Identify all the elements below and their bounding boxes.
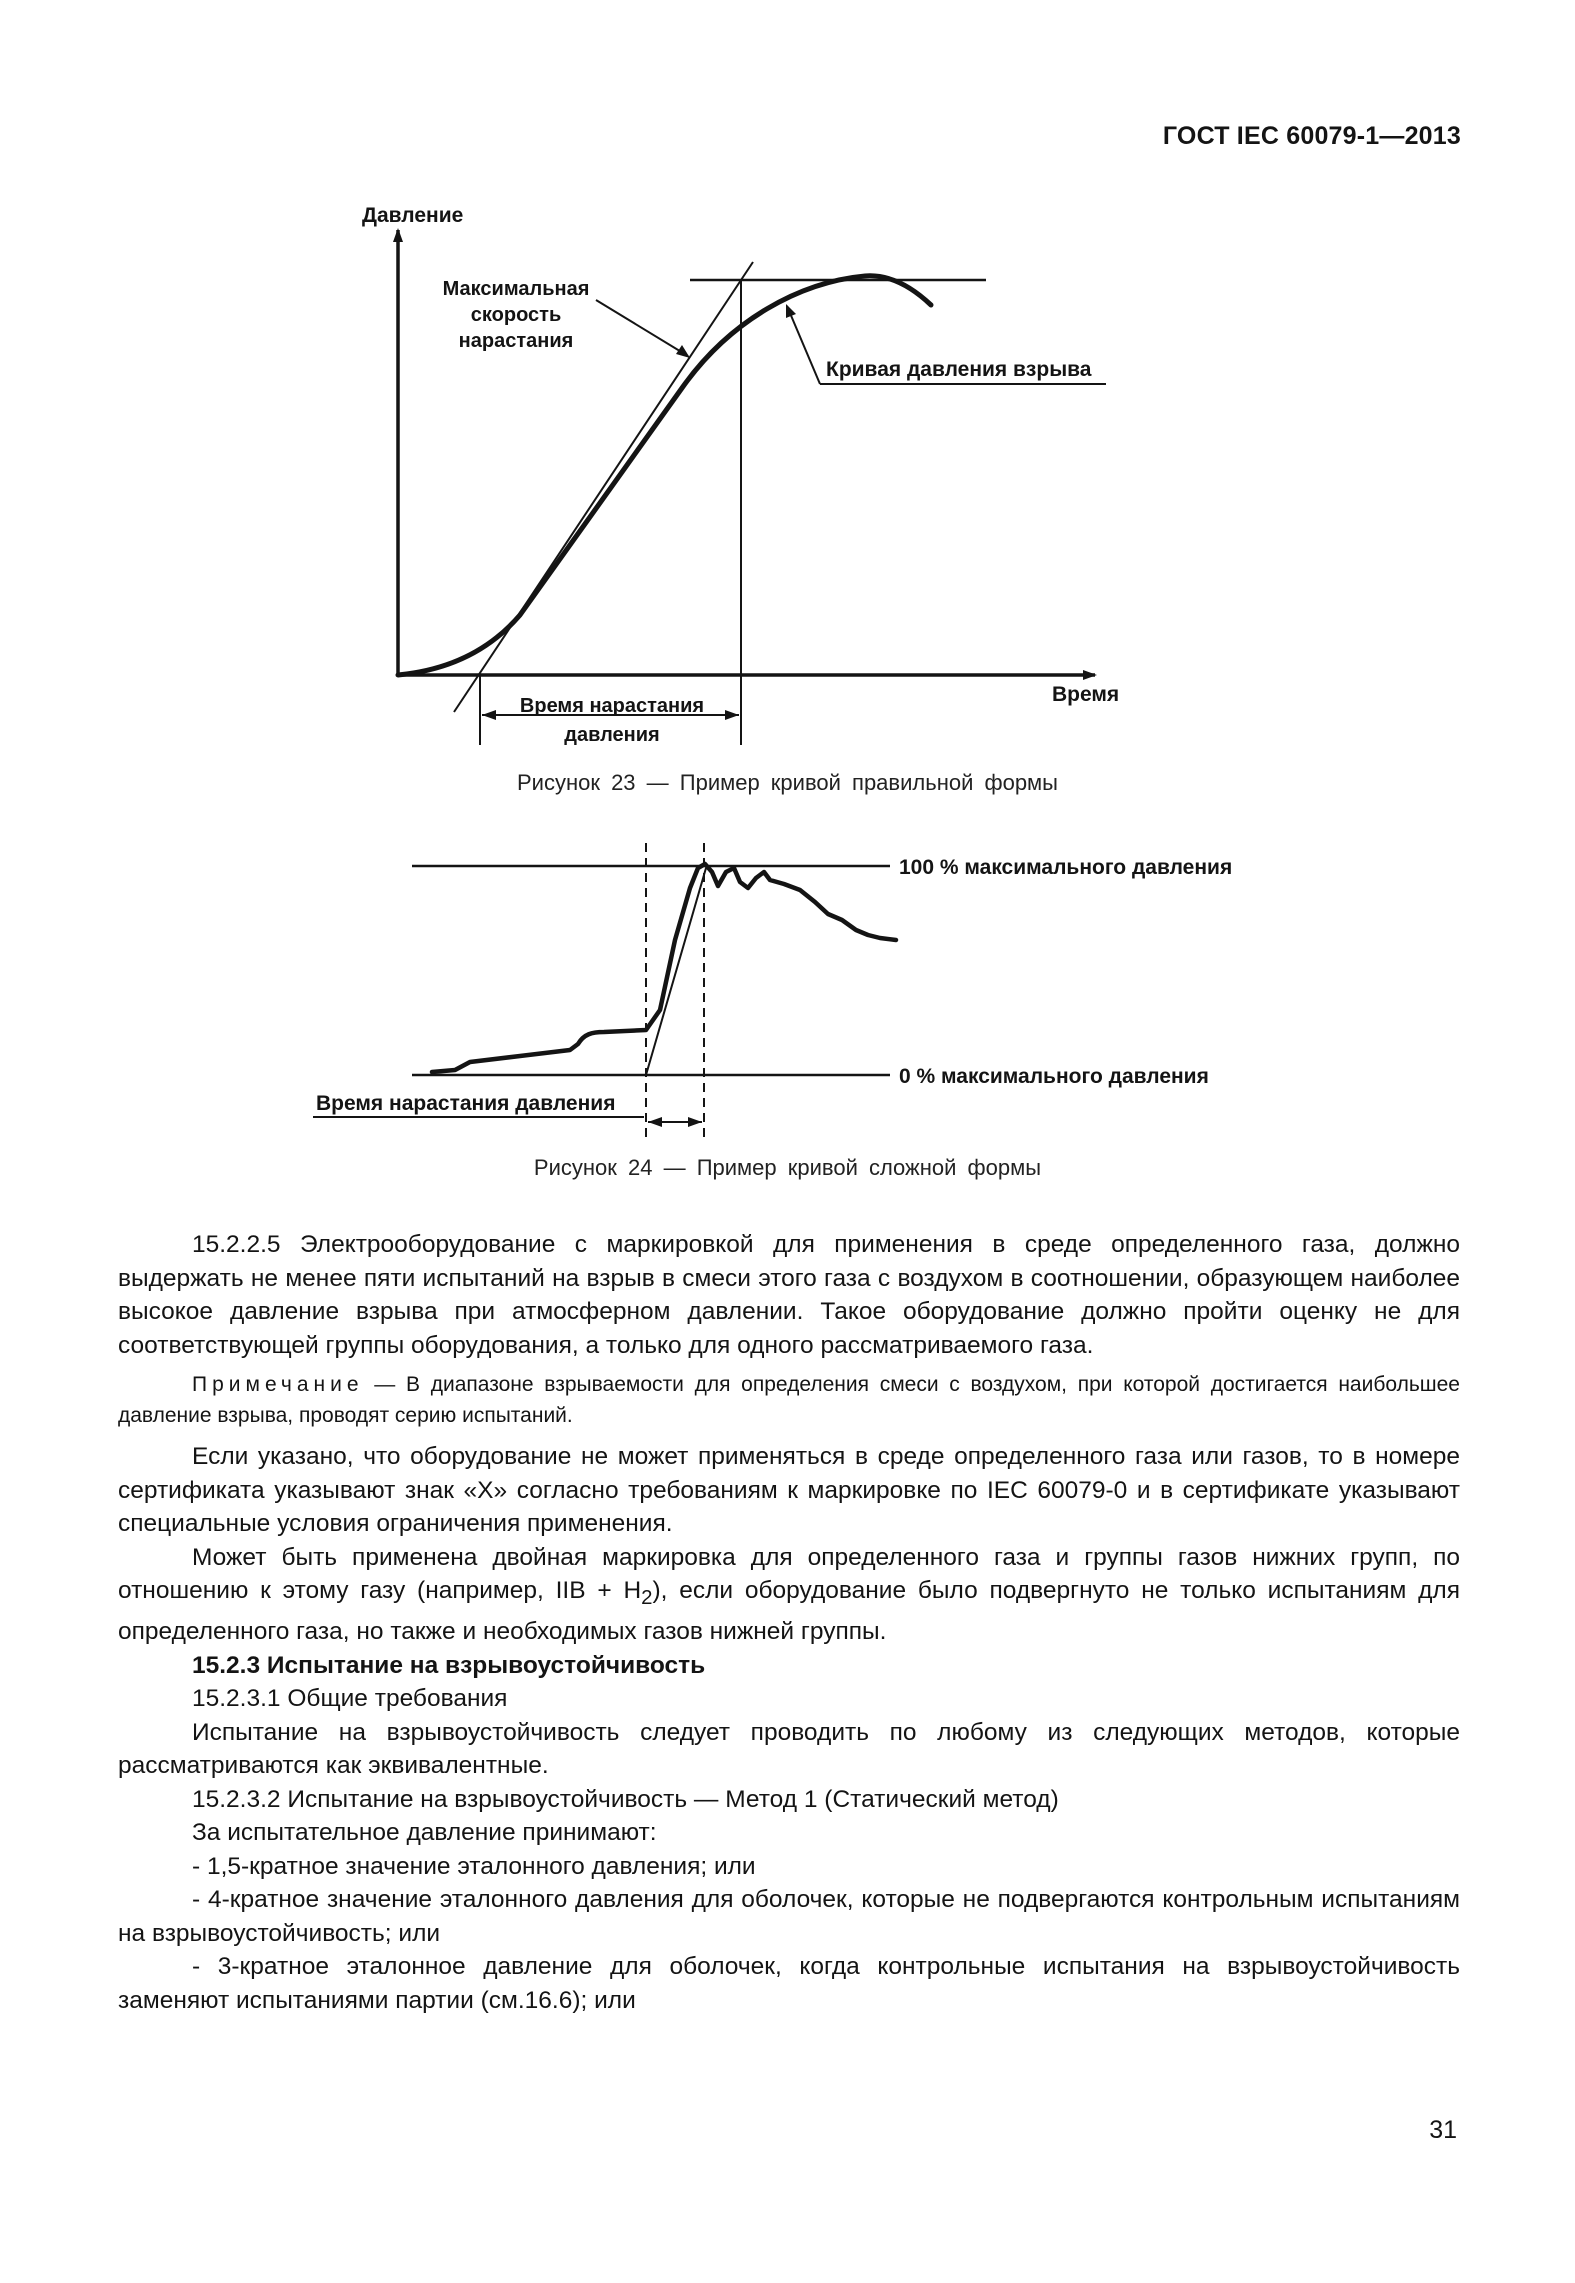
fig23-x-axis-label: Время xyxy=(1052,683,1120,706)
paragraph-double-marking xyxy=(118,1541,1460,1649)
paragraph-test-pressure-intro: За испытательное давление принимают: xyxy=(192,1819,657,1847)
document-code: ГОСТ IEC 60079-1—2013 xyxy=(1162,122,1461,150)
subsection-15-2-3-1: 15.2.3.1 Общие требования xyxy=(192,1685,508,1713)
subsection-15-2-3-2: 15.2.3.2 Испытание на взрывоустойчивость — Метод 1 (Статический метод) xyxy=(192,1785,1059,1813)
fig24-zero-label: 0 % максимального давления xyxy=(899,1065,1209,1088)
figure-23-caption: Рисунок 23 — Пример кривой правильной формы xyxy=(516,770,1058,795)
paragraph-double-marking-part1: Может быть применена двойная маркировка для определенного газа и группы газов нижних групп, по отношению к этому газу (например, IIB + H xyxy=(118,1543,1460,1604)
hydrogen-subscript: 2 xyxy=(641,1586,653,1609)
figure-24-caption: Рисунок 24 — Пример кривой сложной формы xyxy=(533,1155,1042,1180)
fig23-curve-label: Кривая давления взрыва xyxy=(826,358,1092,381)
fig23-rise-time-label-line1: Время нарастания xyxy=(519,695,705,717)
note-paragraph xyxy=(118,1369,1460,1431)
fig23-max-rate-label-line3: нарастания xyxy=(458,330,574,352)
figure-23 xyxy=(362,204,1119,746)
list-item-1-5: - 1,5-кратное значение эталонного давления; или xyxy=(192,1852,756,1880)
paragraph-methods: Испытание на взрывоустойчивость следует проводить по любому из следующих методов, которые рассматриваются как эквивалентные. xyxy=(118,1718,1460,1780)
note-text: — В диапазоне взрываемости для определения смеси с воздухом, при которой достигается наибольшее давление взрыва, проводят серию испытаний. xyxy=(118,1373,1460,1427)
paragraph-double-marking-part2: ), если оборудование было подвергнуто не только испытаниям для определенного газа, но также и необходимых газов нижней группы. xyxy=(118,1577,1460,1646)
fig24-pressure-curve xyxy=(432,864,896,1072)
fig23-y-axis-label: Давление xyxy=(362,204,464,227)
paragraph-x-marking: Если указано, что оборудование не может применяться в среде определенного газа или газов, то в номере сертификата указывают знак «X» согласно требованиям к маркировке по IEC 60079-0 и в сертификате указывают специальные условия ограничения применения. xyxy=(118,1443,1460,1537)
fig23-rise-time-label-line2: давления xyxy=(564,724,660,746)
body-text xyxy=(118,1228,1460,2017)
figure-24 xyxy=(313,843,1232,1138)
fig23-max-rate-leader xyxy=(596,300,688,356)
fig23-max-rate-label-line1: Максимальная xyxy=(442,278,590,300)
fig24-tangent-line xyxy=(646,868,706,1075)
fig23-max-rate-label-line2: скорость xyxy=(470,304,562,326)
fig23-curve-label-leader xyxy=(787,306,820,384)
fig24-rise-time-label: Время нарастания давления xyxy=(316,1092,616,1115)
list-item-4x: - 4-кратное значение эталонного давления для оболочек, которые не подвергаются контрольным испытаниям на взрывоустойчивость; или xyxy=(118,1886,1460,1947)
note-label: Примечание xyxy=(192,1373,364,1396)
list-item-3x: - 3-кратное эталонное давление для оболочек, когда контрольные испытания на взрывоустойчивость заменяют испытаниями партии (см.16.6); или xyxy=(118,1953,1460,2014)
page-number: 31 xyxy=(1429,2116,1457,2144)
section-heading-15-2-3: 15.2.3 Испытание на взрывоустойчивость xyxy=(192,1651,706,1679)
fig24-max-label: 100 % максимального давления xyxy=(899,856,1233,879)
paragraph-15-2-2-5: 15.2.2.5 Электрооборудование с маркировкой для применения в среде определенного газа, должно выдержать не менее пяти испытаний на взрыв в смеси этого газа с воздухом в соотношении, образующем наиболее высокое давление взрыва при атмосферном давлении. Такое оборудование должно пройти оценку не для соответствующей группы оборудования, а только для одного рассматриваемого газа. xyxy=(118,1231,1460,1359)
